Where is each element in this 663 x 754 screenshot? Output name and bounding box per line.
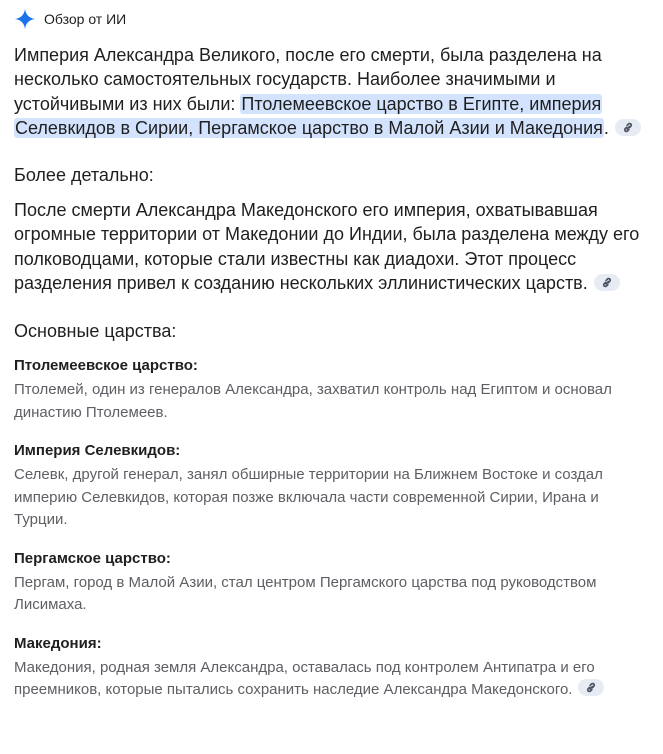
ai-overview-content (14, 43, 654, 702)
source-link-button[interactable] (594, 274, 620, 291)
link-icon (601, 277, 613, 288)
highlighted-answer[interactable]: Птолемеевское царство в Египте, империя Селевкидов в Сирии, Пергамское царство в Малой Азии и Македония (15, 93, 603, 138)
details-paragraph (14, 198, 654, 295)
kingdom-title: Империя Селевкидов: (14, 442, 181, 460)
source-link-button[interactable] (615, 119, 641, 136)
kingdom-item-macedonia (14, 634, 654, 702)
kingdom-text: Птолемей, один из генералов Александра, захватил контроль над Египтом и основал династию Птолемеев. (14, 381, 612, 421)
ai-overview-title: Обзор от ИИ (44, 11, 127, 27)
kingdom-title: Птолемеевское царство: (14, 357, 198, 375)
intro-period: . (603, 117, 609, 138)
kingdom-item-pergamon (14, 549, 654, 617)
kingdom-text (14, 657, 654, 702)
details-text: После смерти Александра Македонского его империя, охватывавшая огромные территории от Македонии до Индии, была разделена между его полководцами, которые стали известны как диадохи. Этот процесс разделения привел к созданию нескольких эллинистических царств. (14, 200, 640, 294)
link-icon (585, 682, 597, 693)
details-label: Более детально: (14, 165, 154, 186)
kingdom-title: Македония: (14, 634, 102, 652)
kingdoms-label: Основные царства: (14, 321, 177, 342)
kingdom-text: Пергам, город в Малой Азии, стал центром Пергамского царства под руководством Лисимаха. (14, 573, 597, 614)
link-icon (622, 122, 634, 133)
kingdom-item-seleucid (14, 441, 654, 532)
kingdom-title: Пергамское царство: (14, 549, 171, 567)
kingdom-item-ptolemaic (14, 356, 654, 424)
sparkle-icon (14, 8, 36, 30)
kingdom-text-body: Македония, родная земля Александра, оставалась под контролем Антипатра и его преемников, которые пытались сохранить наследие Александра Македонского. (14, 658, 595, 699)
intro-text: Империя Александра Великого, после его смерти, была разделена на несколько самостоятельных государств. Наиболее значимыми и устойчивыми из них были: (14, 45, 602, 114)
ai-overview-header (14, 8, 126, 30)
intro-paragraph (14, 43, 654, 140)
kingdom-text: Селевк, другой генерал, занял обширные территории на Ближнем Востоке и создал империю Селевкидов, которая позже включала части современной Сирии, Ирана и Турции. (14, 466, 603, 529)
source-link-button[interactable] (578, 679, 604, 696)
